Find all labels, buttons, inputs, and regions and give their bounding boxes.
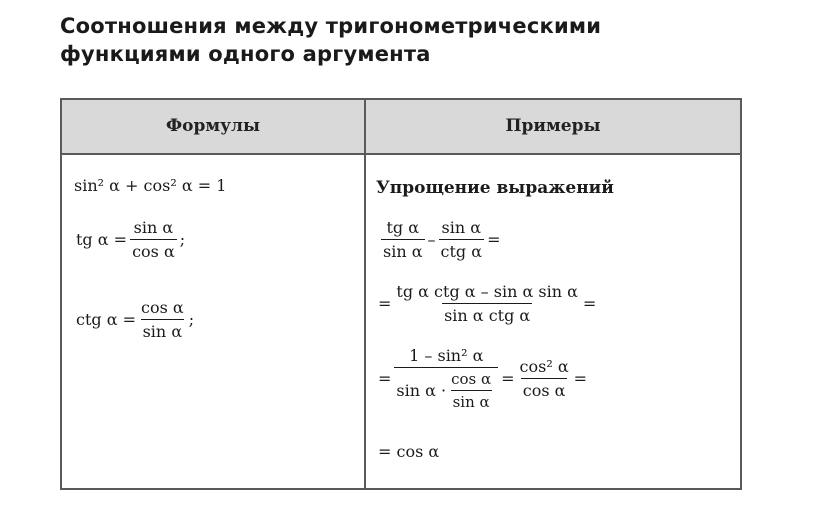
- line3-fraction-2: [518, 357, 571, 400]
- line1-fraction-1: [381, 218, 425, 261]
- cotangent-formula: [76, 298, 194, 341]
- examples-heading: Упрощение выражений: [376, 178, 614, 198]
- ctg-lhs: ctg α =: [76, 310, 137, 329]
- line1-equals: =: [487, 230, 501, 249]
- line3-mid-equals: =: [501, 369, 515, 388]
- example-line-1: [378, 218, 500, 261]
- ctg-numerator: cos α: [141, 298, 184, 317]
- example-line-4: = cos α: [378, 442, 440, 461]
- line3-tail: =: [573, 369, 588, 388]
- line1-f2-denominator: ctg α: [439, 239, 485, 261]
- line3-nested-denominator: sin α: [451, 390, 492, 411]
- title-line-1: Соотношения между тригонометрическими: [60, 14, 602, 38]
- title-line-2: функциями одного аргумента: [60, 42, 431, 66]
- line3-f2-denominator: cos α: [521, 378, 568, 400]
- ctg-denominator: sin α: [141, 319, 185, 341]
- line3-f1-numerator: 1 – sin² α: [409, 346, 484, 365]
- line2-equals: =: [378, 294, 392, 313]
- tg-denominator: cos α: [130, 239, 177, 261]
- line1-fraction-2: [439, 218, 485, 261]
- tg-lhs: tg α =: [76, 230, 128, 249]
- tangent-formula: [76, 218, 185, 261]
- line2-tail: =: [582, 294, 597, 313]
- example-line-2: [378, 282, 596, 325]
- example-line-3: [378, 346, 587, 411]
- header-formulas: Формулы: [165, 116, 261, 136]
- column-divider: [364, 100, 366, 488]
- ctg-fraction: [139, 298, 186, 341]
- line1-f1-numerator: tg α: [386, 218, 420, 237]
- header-examples: Примеры: [505, 116, 601, 136]
- tg-numerator: sin α: [133, 218, 174, 237]
- line3-fraction-1: [394, 346, 498, 411]
- formula-table: [60, 98, 742, 490]
- line1-f2-numerator: sin α: [441, 218, 482, 237]
- line2-numerator: tg α ctg α – sin α sin α: [396, 282, 578, 301]
- tg-tail: ;: [179, 230, 186, 249]
- line2-denominator: sin α ctg α: [442, 303, 532, 325]
- tg-fraction: [130, 218, 177, 261]
- line3-equals: =: [378, 369, 392, 388]
- line2-fraction: [394, 282, 579, 325]
- page-title: [60, 12, 760, 68]
- ctg-tail: ;: [188, 310, 195, 329]
- line3-f1-denominator: [394, 367, 498, 411]
- line3-f2-numerator: cos² α: [519, 357, 569, 376]
- line3-den-text: sin α ·: [396, 381, 447, 400]
- line1-minus: –: [427, 230, 436, 249]
- identity-formula: [74, 176, 226, 195]
- line1-f1-denominator: sin α: [381, 239, 425, 261]
- line3-nested-fraction: [449, 370, 493, 411]
- identity-text: sin² α + cos² α = 1: [74, 176, 227, 195]
- table-header: [62, 100, 740, 155]
- line3-nested-numerator: cos α: [451, 370, 492, 388]
